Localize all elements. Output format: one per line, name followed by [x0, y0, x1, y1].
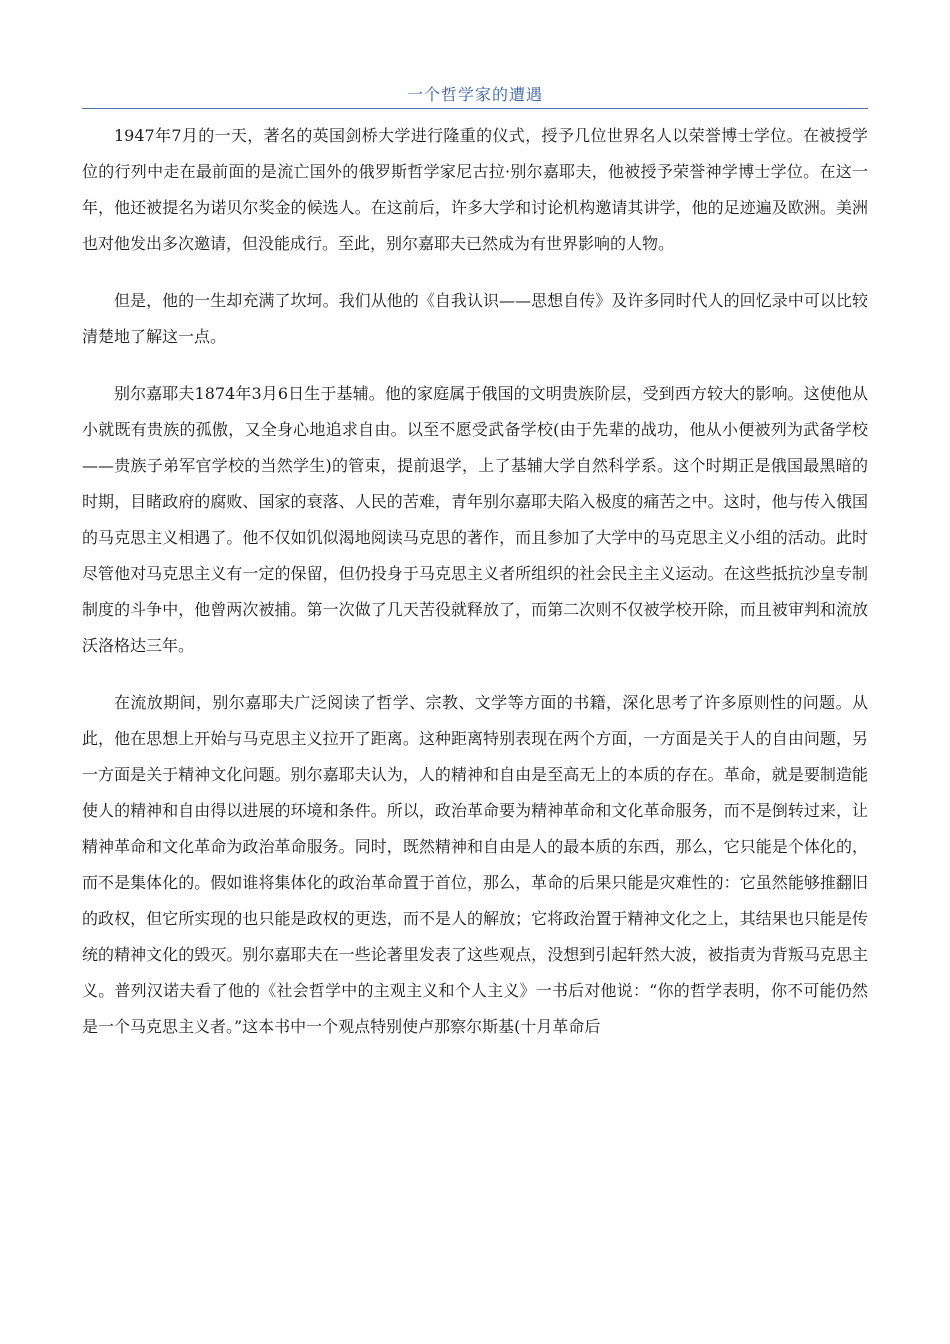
paragraph: 1947年7月的一天，著名的英国剑桥大学进行隆重的仪式，授予几位世界名人以荣誉博士学位。在被授学位的行列中走在最前面的是流亡国外的俄罗斯哲学家尼古拉·别尔嘉耶夫，他被授予荣誉神学博士学位。在这一年，他还被提名为诺贝尔奖金的候选人。在这前后，许多大学和讨论机构邀请其讲学，他的足迹遍及欧洲。美洲也对他发出多次邀请，但没能成行。至此，别尔嘉耶夫已然成为有世界影响的人物。 — [82, 126, 868, 253]
paragraph: 在流放期间，别尔嘉耶夫广泛阅读了哲学、宗教、文学等方面的书籍，深化思考了许多原则性的问题。从此，他在思想上开始与马克思主义拉开了距离。这种距离特别表现在两个方面，一方面是关于人的自由问题，另一方面是关于精神文化问题。别尔嘉耶夫认为，人的精神和自由是至高无上的本质的存在。革命，就是要制造能使人的精神和自由得以进展的环境和条件。所以，政治革命要为精神革命和文化革命服务，而不是倒转过来，让精神革命和文化革命为政治革命服务。同时，既然精神和自由是人的最本质的东西，那么，它只能是个体化的，而不是集体化的。假如谁将集体化的政治革命置于首位，那么，革命的后果只能是灾难性的：它虽然能够推翻旧的政权，但它所实现的也只能是政权的更迭，而不是人的解放；它将政治置于精神文化之上，其结果也只能是传统的精神文化的毁灭。别尔嘉耶夫在一些论著里发表了这些观点，没想到引起轩然大波，被指责为背叛马克思主义。普列汉诺夫看了他的《社会哲学中的主观主义和个人主义》一书后对他说：“你的哲学表明，你不可能仍然是一个马克思主义者。”这本书中一个观点特别使卢那察尔斯基(十月革命后 — [82, 693, 868, 1036]
paragraph: 别尔嘉耶夫1874年3月6日生于基辅。他的家庭属于俄国的文明贵族阶层，受到西方较大的影响。这使他从小就既有贵族的孤傲，又全身心地追求自由。以至不愿受武备学校(由于先辈的战功，他从小便被列为武备学校——贵族子弟军官学校的当然学生)的管束，提前退学，上了基辅大学自然科学系。这个时期正是俄国最黑暗的时期，目睹政府的腐败、国家的衰落、人民的苦难，青年别尔嘉耶夫陷入极度的痛苦之中。这时，他与传入俄国的马克思主义相遇了。他不仅如饥似渴地阅读马克思的著作，而且参加了大学中的马克思主义小组的活动。此时尽管他对马克思主义有一定的保留，但仍投身于马克思主义者所组织的社会民主主义运动。在这些抵抗沙皇专制制度的斗争中，他曾两次被捕。第一次做了几天苦役就释放了，而第二次则不仅被学校开除，而且被审判和流放沃洛格达三年。 — [82, 384, 868, 655]
page-header — [82, 82, 868, 109]
page-title: 一个哲学家的遭遇 — [406, 85, 543, 104]
paragraph: 但是，他的一生却充满了坎坷。我们从他的《自我认识——思想自传》及许多同时代人的回忆录中可以比较清楚地了解这一点。 — [82, 291, 868, 346]
document-body — [82, 118, 868, 1066]
